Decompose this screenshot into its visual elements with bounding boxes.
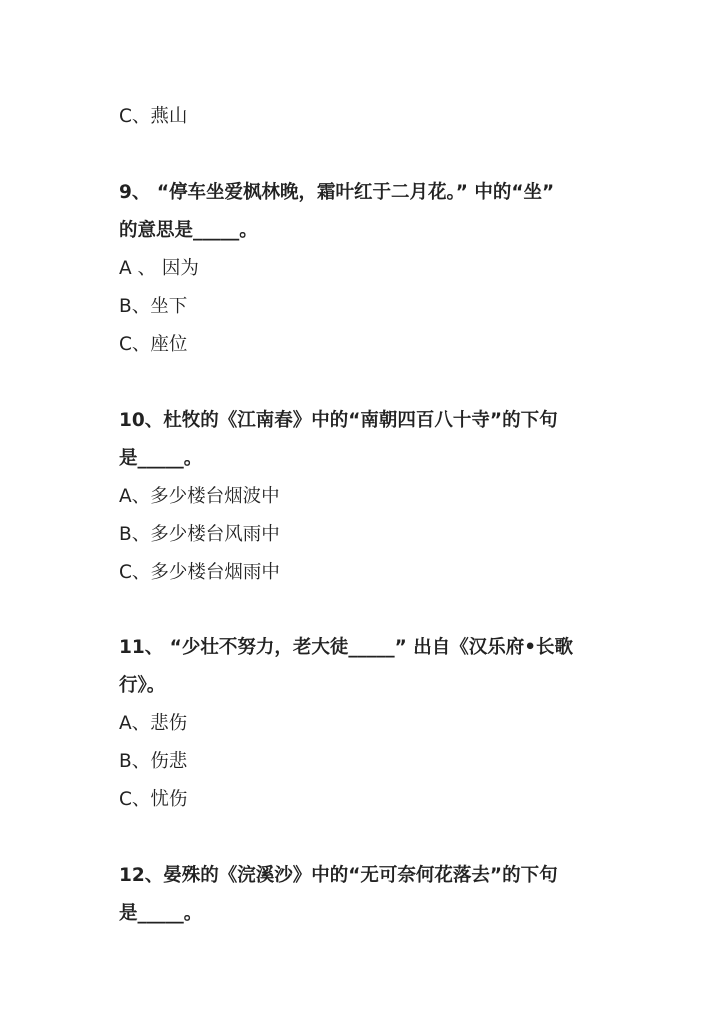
question-9-line-1: 9、 “停车坐爱枫林晚，霜叶红于二月花。” 中的“坐” [119, 182, 555, 203]
option-line: C、多少楼台烟雨中 [119, 562, 280, 583]
question-10-line-1: 10、杜牧的《江南春》中的“南朝四百八十寺”的下句 [119, 410, 558, 431]
question-10-line-2: 是_____。 [119, 448, 203, 469]
option-line: B、伤悲 [119, 751, 188, 772]
question-11-line-1: 11、 “少壮不努力，老大徒_____” 出自《汉乐府•长歌 [119, 637, 574, 658]
option-line: C、忧伤 [119, 789, 188, 810]
option-line: C、燕山 [119, 106, 188, 127]
question-11-line-2: 行》。 [119, 675, 166, 696]
question-12-line-1: 12、晏殊的《浣溪沙》中的“无可奈何花落去”的下句 [119, 865, 558, 886]
question-9-line-2: 的意思是_____。 [119, 220, 258, 241]
option-line: B、坐下 [119, 296, 188, 317]
option-line: A、悲伤 [119, 713, 188, 734]
option-line: C、座位 [119, 334, 188, 355]
option-line: A、多少楼台烟波中 [119, 486, 280, 507]
question-12-line-2: 是_____。 [119, 903, 203, 924]
option-line: A 、 因为 [119, 258, 199, 279]
option-line: B、多少楼台风雨中 [119, 524, 280, 545]
